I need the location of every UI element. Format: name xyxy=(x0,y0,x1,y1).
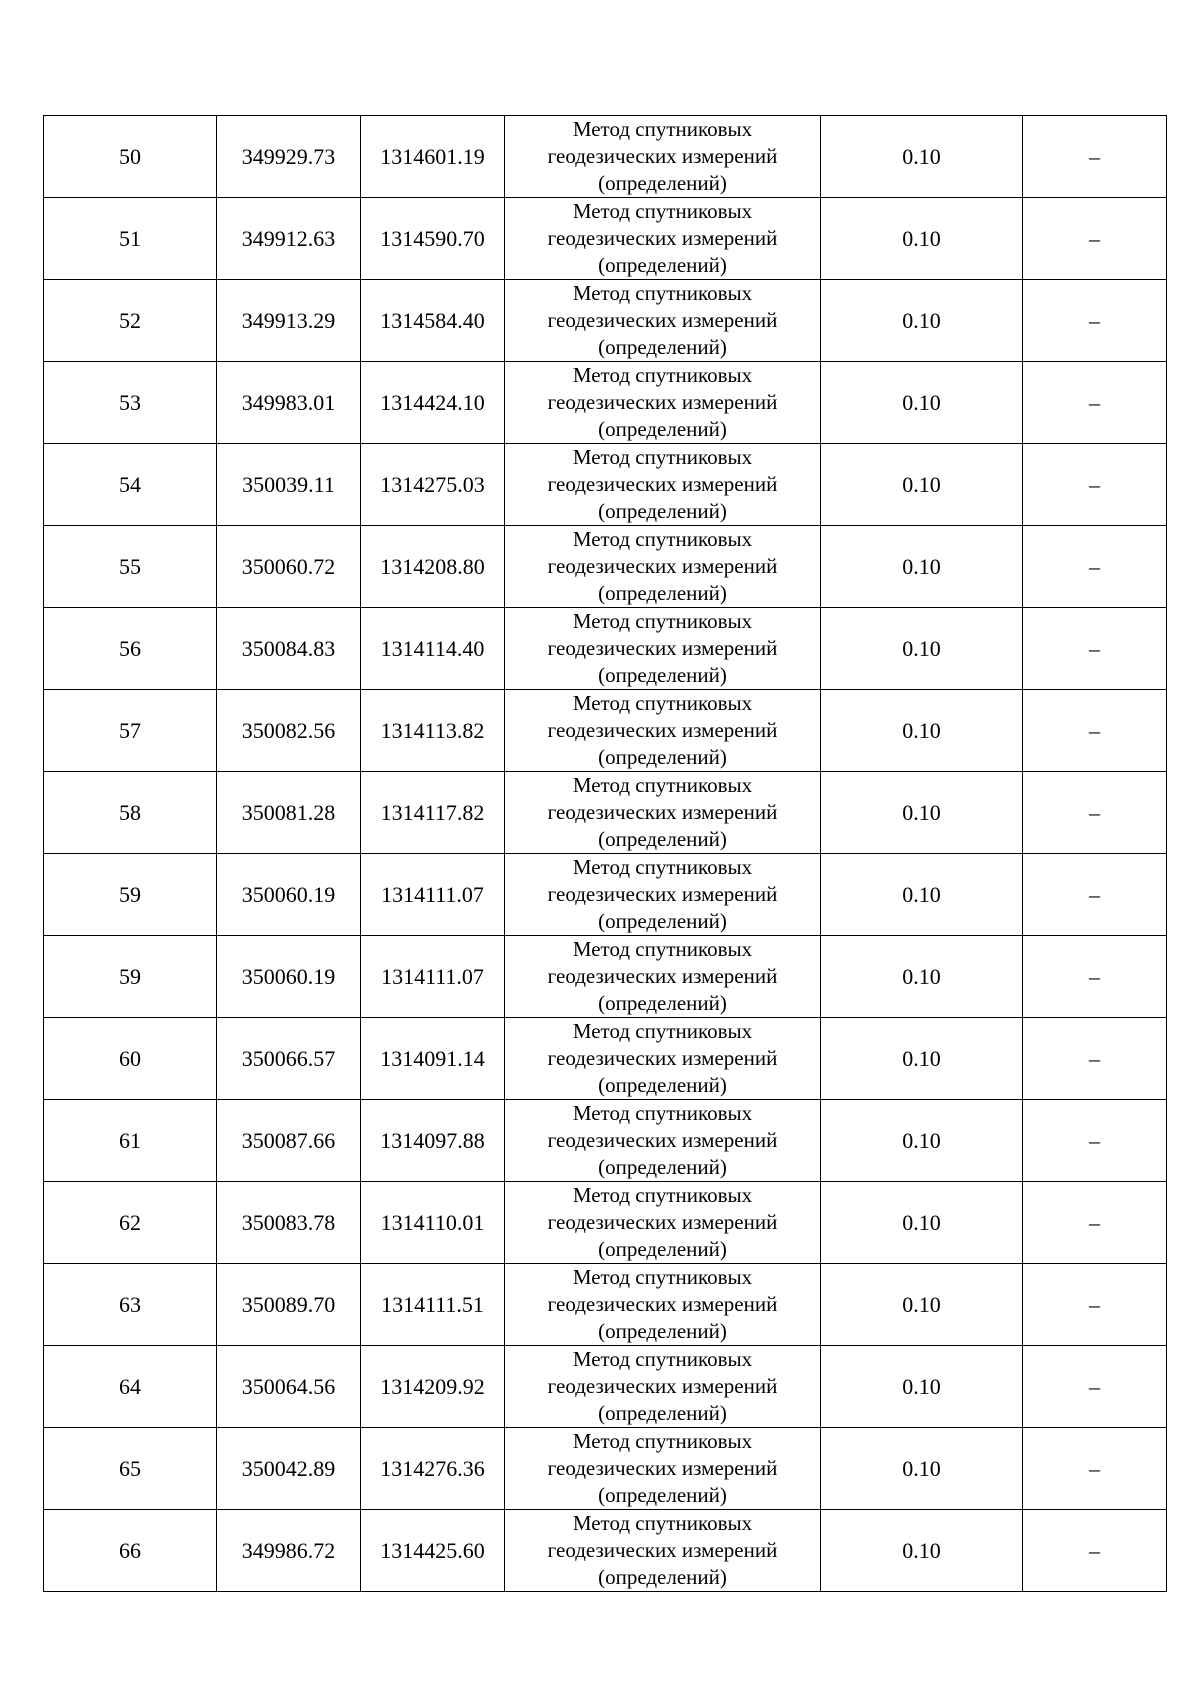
method-line: геодезических измерений xyxy=(547,554,778,578)
method-line: геодезических измерений xyxy=(547,1046,778,1070)
method-cell xyxy=(505,1100,821,1182)
table-row xyxy=(44,1346,1167,1428)
method-cell xyxy=(505,1182,821,1264)
method-line: (определений) xyxy=(598,499,727,523)
accuracy-cell: 0.10 xyxy=(821,1346,1023,1428)
accuracy-cell: 0.10 xyxy=(821,1264,1023,1346)
method-line: Метод спутниковых xyxy=(572,1511,753,1535)
table-row xyxy=(44,772,1167,854)
method-line: (определений) xyxy=(598,171,727,195)
x-coordinate-cell: 350082.56 xyxy=(217,690,361,772)
y-coordinate-cell: 1314110.01 xyxy=(361,1182,505,1264)
table-row xyxy=(44,1100,1167,1182)
method-line: геодезических измерений xyxy=(547,1538,778,1562)
table-row xyxy=(44,1182,1167,1264)
accuracy-cell: 0.10 xyxy=(821,526,1023,608)
x-coordinate-cell: 350042.89 xyxy=(217,1428,361,1510)
point-number-cell: 55 xyxy=(44,526,217,608)
note-cell: – xyxy=(1023,116,1167,198)
y-coordinate-cell: 1314113.82 xyxy=(361,690,505,772)
table-row xyxy=(44,116,1167,198)
table-row xyxy=(44,444,1167,526)
method-line: (определений) xyxy=(598,1401,727,1425)
table-row xyxy=(44,690,1167,772)
method-cell xyxy=(505,608,821,690)
y-coordinate-cell: 1314111.07 xyxy=(361,854,505,936)
accuracy-cell: 0.10 xyxy=(821,936,1023,1018)
y-coordinate-cell: 1314114.40 xyxy=(361,608,505,690)
method-line: геодезических измерений xyxy=(547,800,778,824)
method-line: Метод спутниковых xyxy=(572,691,753,715)
method-line: геодезических измерений xyxy=(547,636,778,660)
method-line: геодезических измерений xyxy=(547,882,778,906)
table-row xyxy=(44,1018,1167,1100)
method-line: Метод спутниковых xyxy=(572,445,753,469)
method-line: (определений) xyxy=(598,991,727,1015)
method-line: (определений) xyxy=(598,663,727,687)
accuracy-cell: 0.10 xyxy=(821,608,1023,690)
method-line: Метод спутниковых xyxy=(572,363,753,387)
note-cell: – xyxy=(1023,1510,1167,1592)
x-coordinate-cell: 350060.19 xyxy=(217,854,361,936)
x-coordinate-cell: 349913.29 xyxy=(217,280,361,362)
y-coordinate-cell: 1314590.70 xyxy=(361,198,505,280)
y-coordinate-cell: 1314209.92 xyxy=(361,1346,505,1428)
note-cell: – xyxy=(1023,444,1167,526)
note-cell: – xyxy=(1023,198,1167,280)
x-coordinate-cell: 349983.01 xyxy=(217,362,361,444)
method-line: геодезических измерений xyxy=(547,1292,778,1316)
y-coordinate-cell: 1314117.82 xyxy=(361,772,505,854)
note-cell: – xyxy=(1023,1100,1167,1182)
note-cell: – xyxy=(1023,1346,1167,1428)
x-coordinate-cell: 350066.57 xyxy=(217,1018,361,1100)
method-line: (определений) xyxy=(598,581,727,605)
method-cell xyxy=(505,1510,821,1592)
method-cell xyxy=(505,1018,821,1100)
table-row xyxy=(44,1264,1167,1346)
y-coordinate-cell: 1314276.36 xyxy=(361,1428,505,1510)
table-row xyxy=(44,362,1167,444)
note-cell: – xyxy=(1023,854,1167,936)
method-line: Метод спутниковых xyxy=(572,609,753,633)
x-coordinate-cell: 350089.70 xyxy=(217,1264,361,1346)
method-line: геодезических измерений xyxy=(547,964,778,988)
point-number-cell: 62 xyxy=(44,1182,217,1264)
coordinates-table xyxy=(43,115,1167,1592)
y-coordinate-cell: 1314424.10 xyxy=(361,362,505,444)
y-coordinate-cell: 1314601.19 xyxy=(361,116,505,198)
point-number-cell: 59 xyxy=(44,854,217,936)
x-coordinate-cell: 350081.28 xyxy=(217,772,361,854)
note-cell: – xyxy=(1023,362,1167,444)
y-coordinate-cell: 1314208.80 xyxy=(361,526,505,608)
method-line: (определений) xyxy=(598,417,727,441)
method-line: геодезических измерений xyxy=(547,718,778,742)
table-row xyxy=(44,608,1167,690)
note-cell: – xyxy=(1023,1428,1167,1510)
method-line: геодезических измерений xyxy=(547,226,778,250)
note-cell: – xyxy=(1023,1182,1167,1264)
method-line: (определений) xyxy=(598,745,727,769)
accuracy-cell: 0.10 xyxy=(821,362,1023,444)
method-cell xyxy=(505,690,821,772)
method-line: (определений) xyxy=(598,1319,727,1343)
y-coordinate-cell: 1314584.40 xyxy=(361,280,505,362)
method-cell xyxy=(505,444,821,526)
point-number-cell: 66 xyxy=(44,1510,217,1592)
method-cell xyxy=(505,198,821,280)
y-coordinate-cell: 1314425.60 xyxy=(361,1510,505,1592)
accuracy-cell: 0.10 xyxy=(821,444,1023,526)
accuracy-cell: 0.10 xyxy=(821,1100,1023,1182)
method-line: Метод спутниковых xyxy=(572,1347,753,1371)
point-number-cell: 65 xyxy=(44,1428,217,1510)
method-cell xyxy=(505,280,821,362)
method-line: Метод спутниковых xyxy=(572,1183,753,1207)
accuracy-cell: 0.10 xyxy=(821,690,1023,772)
note-cell: – xyxy=(1023,280,1167,362)
note-cell: – xyxy=(1023,526,1167,608)
method-line: Метод спутниковых xyxy=(572,1019,753,1043)
method-line: Метод спутниковых xyxy=(572,281,753,305)
table-body xyxy=(44,116,1167,1592)
y-coordinate-cell: 1314111.07 xyxy=(361,936,505,1018)
y-coordinate-cell: 1314111.51 xyxy=(361,1264,505,1346)
method-cell xyxy=(505,1428,821,1510)
method-line: Метод спутниковых xyxy=(572,199,753,223)
x-coordinate-cell: 350083.78 xyxy=(217,1182,361,1264)
method-cell xyxy=(505,116,821,198)
method-line: (определений) xyxy=(598,1237,727,1261)
point-number-cell: 56 xyxy=(44,608,217,690)
point-number-cell: 51 xyxy=(44,198,217,280)
accuracy-cell: 0.10 xyxy=(821,854,1023,936)
point-number-cell: 52 xyxy=(44,280,217,362)
y-coordinate-cell: 1314097.88 xyxy=(361,1100,505,1182)
method-line: геодезических измерений xyxy=(547,390,778,414)
method-line: Метод спутниковых xyxy=(572,1429,753,1453)
method-line: геодезических измерений xyxy=(547,1456,778,1480)
x-coordinate-cell: 349929.73 xyxy=(217,116,361,198)
note-cell: – xyxy=(1023,772,1167,854)
table-row xyxy=(44,854,1167,936)
method-line: (определений) xyxy=(598,909,727,933)
method-line: геодезических измерений xyxy=(547,472,778,496)
x-coordinate-cell: 350087.66 xyxy=(217,1100,361,1182)
x-coordinate-cell: 350064.56 xyxy=(217,1346,361,1428)
method-line: Метод спутниковых xyxy=(572,527,753,551)
method-cell xyxy=(505,526,821,608)
accuracy-cell: 0.10 xyxy=(821,1428,1023,1510)
point-number-cell: 53 xyxy=(44,362,217,444)
point-number-cell: 59 xyxy=(44,936,217,1018)
method-cell xyxy=(505,1264,821,1346)
x-coordinate-cell: 349912.63 xyxy=(217,198,361,280)
method-line: геодезических измерений xyxy=(547,308,778,332)
method-cell xyxy=(505,362,821,444)
table-row xyxy=(44,1428,1167,1510)
accuracy-cell: 0.10 xyxy=(821,1510,1023,1592)
method-line: геодезических измерений xyxy=(547,1374,778,1398)
point-number-cell: 61 xyxy=(44,1100,217,1182)
point-number-cell: 57 xyxy=(44,690,217,772)
table-row xyxy=(44,198,1167,280)
method-line: (определений) xyxy=(598,253,727,277)
note-cell: – xyxy=(1023,1264,1167,1346)
method-line: Метод спутниковых xyxy=(572,117,753,141)
method-line: (определений) xyxy=(598,827,727,851)
method-line: (определений) xyxy=(598,1073,727,1097)
point-number-cell: 63 xyxy=(44,1264,217,1346)
accuracy-cell: 0.10 xyxy=(821,198,1023,280)
y-coordinate-cell: 1314091.14 xyxy=(361,1018,505,1100)
x-coordinate-cell: 350039.11 xyxy=(217,444,361,526)
accuracy-cell: 0.10 xyxy=(821,280,1023,362)
point-number-cell: 64 xyxy=(44,1346,217,1428)
note-cell: – xyxy=(1023,608,1167,690)
note-cell: – xyxy=(1023,936,1167,1018)
x-coordinate-cell: 350060.19 xyxy=(217,936,361,1018)
method-line: (определений) xyxy=(598,1155,727,1179)
method-line: Метод спутниковых xyxy=(572,1265,753,1289)
accuracy-cell: 0.10 xyxy=(821,1018,1023,1100)
method-line: геодезических измерений xyxy=(547,1128,778,1152)
note-cell: – xyxy=(1023,1018,1167,1100)
method-line: (определений) xyxy=(598,1565,727,1589)
table-row xyxy=(44,1510,1167,1592)
accuracy-cell: 0.10 xyxy=(821,772,1023,854)
method-line: Метод спутниковых xyxy=(572,937,753,961)
method-cell xyxy=(505,1346,821,1428)
method-line: Метод спутниковых xyxy=(572,773,753,797)
accuracy-cell: 0.10 xyxy=(821,1182,1023,1264)
note-cell: – xyxy=(1023,690,1167,772)
method-line: (определений) xyxy=(598,335,727,359)
point-number-cell: 60 xyxy=(44,1018,217,1100)
method-cell xyxy=(505,772,821,854)
table-row xyxy=(44,280,1167,362)
table-row xyxy=(44,526,1167,608)
x-coordinate-cell: 349986.72 xyxy=(217,1510,361,1592)
method-line: Метод спутниковых xyxy=(572,1101,753,1125)
method-line: геодезических измерений xyxy=(547,1210,778,1234)
method-cell xyxy=(505,936,821,1018)
accuracy-cell: 0.10 xyxy=(821,116,1023,198)
method-line: геодезических измерений xyxy=(547,144,778,168)
y-coordinate-cell: 1314275.03 xyxy=(361,444,505,526)
method-line: Метод спутниковых xyxy=(572,855,753,879)
method-cell xyxy=(505,854,821,936)
point-number-cell: 58 xyxy=(44,772,217,854)
table-row xyxy=(44,936,1167,1018)
point-number-cell: 54 xyxy=(44,444,217,526)
x-coordinate-cell: 350084.83 xyxy=(217,608,361,690)
point-number-cell: 50 xyxy=(44,116,217,198)
method-line: (определений) xyxy=(598,1483,727,1507)
x-coordinate-cell: 350060.72 xyxy=(217,526,361,608)
